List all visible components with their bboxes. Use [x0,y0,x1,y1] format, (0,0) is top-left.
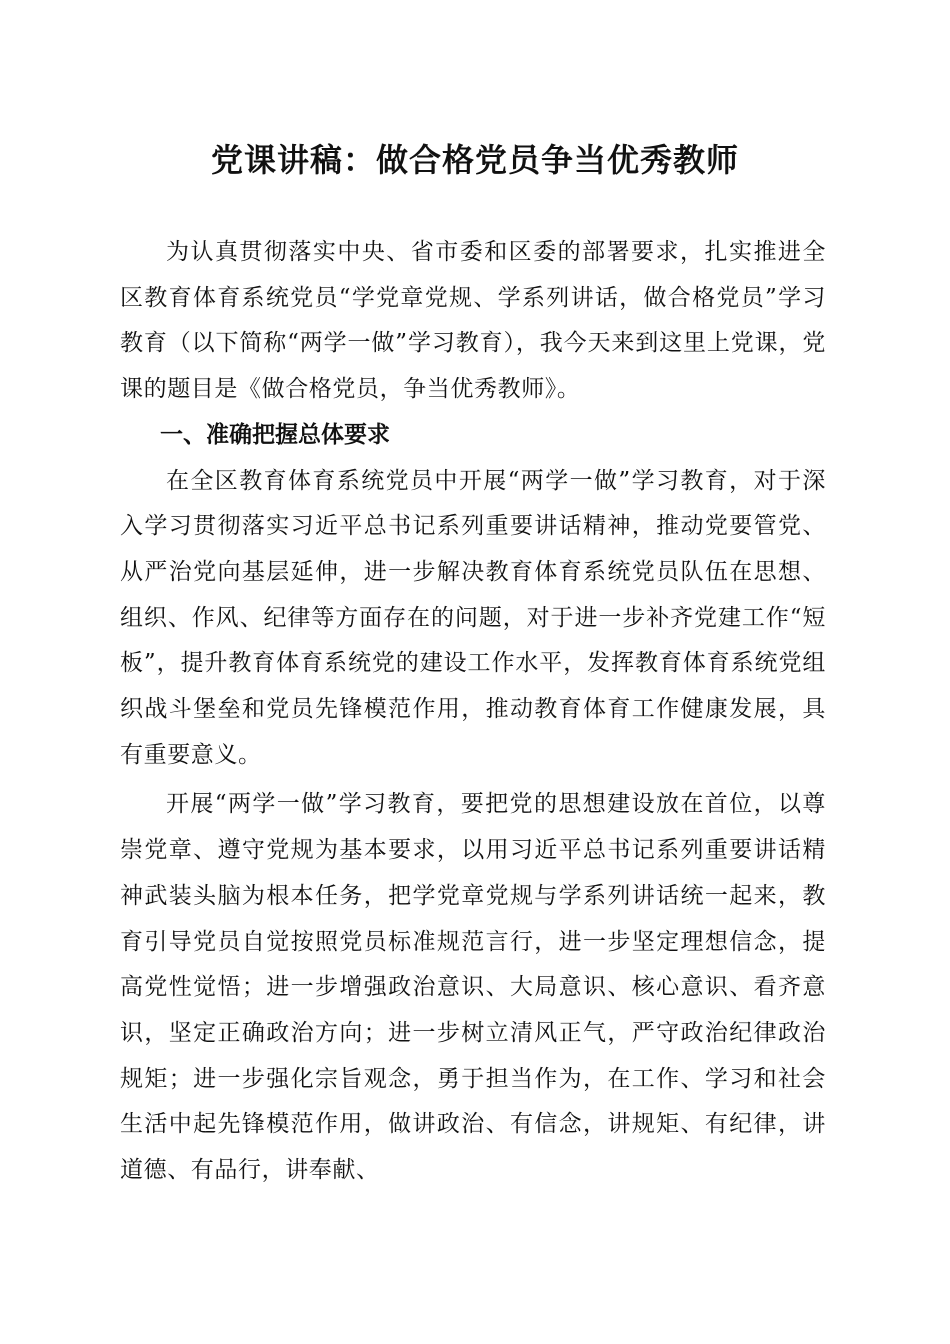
document-title: 党课讲稿：做合格党员争当优秀教师 [210,141,739,179]
body-paragraph-2: 开展“两学一做”学习教育，要把党的思想建设放在首位，以尊崇党章、遵守党规为基本要求，以用习近平总书记系列重要讲话精神武装头脑为根本任务，把学党章党规与学系列讲话统一起来，教育引导党员自觉按照党员标准规范言行，进一步坚定理想信念，提高党性觉悟；进一步增强政治意识、大局意识、核心意识、看齐意识，坚定正确政治方向；进一步树立清风正气，严守政治纪律政治规矩；进一步强化宗旨观念，勇于担当作为，在工作、学习和社会生活中起先锋模范作用，做讲政治、有信念，讲规矩、有纪律，讲道德、有品行，讲奉献、 [120,791,826,1184]
section-heading: 一、准确把握总体要求 [160,421,390,448]
body-paragraph-1: 在全区教育体育系统党员中开展“两学一做”学习教育，对于深入学习贯彻落实习近平总书记系列重要讲话精神，推动党要管党、从严治党向基层延伸，进一步解决教育体育系统党员队伍在思想、组织、作风、纪律等方面存在的问题，对于进一步补齐党建工作“短板”，提升教育体育系统党的建设工作水平，发挥教育体育系统党组织战斗堡垒和党员先锋模范作用，推动教育体育工作健康发展，具有重要意义。 [120,467,826,768]
document-body [120,230,826,1194]
intro-paragraph: 为认真贯彻落实中央、省市委和区委的部署要求，扎实推进全区教育体育系统党员“学党章党规、学系列讲话，做合格党员”学习教育（以下简称“两学一做”学习教育），我今天来到这里上党课，党课的题目是《做合格党员，争当优秀教师》。 [120,239,826,403]
